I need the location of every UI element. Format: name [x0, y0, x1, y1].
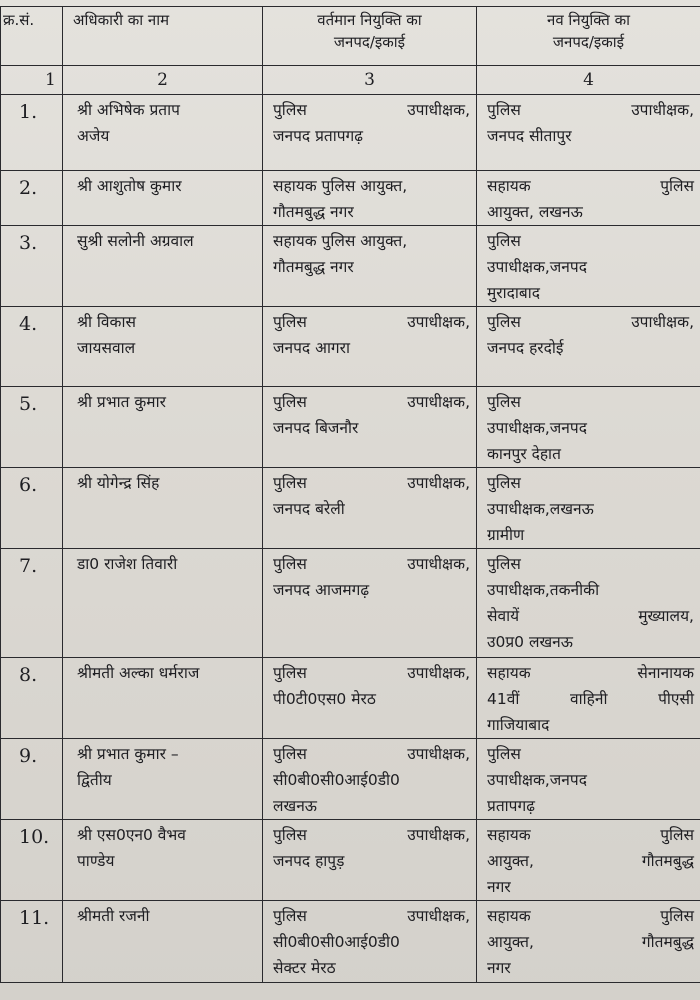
officer-name — [63, 387, 263, 468]
cell-text: पुलिस — [487, 745, 521, 763]
current-posting — [263, 226, 477, 307]
officer-name-line: श्री आशुतोष कुमार — [77, 177, 182, 195]
cell-text: गाजियाबाद — [487, 716, 550, 734]
cell-text: पुलिस — [660, 177, 694, 195]
table-header-row — [1, 7, 700, 66]
new-posting — [477, 468, 700, 549]
cell-text: उ0प्र0 लखनऊ — [487, 633, 573, 651]
current-posting — [263, 95, 477, 171]
cell-line — [273, 660, 470, 686]
cell-line — [487, 848, 694, 874]
cell-text: उपाधीक्षक,जनपद — [487, 419, 587, 437]
officer-name-line: पाण्डेय — [77, 852, 115, 870]
cell-line — [273, 793, 470, 819]
cell-line — [487, 603, 694, 629]
cell-text: उपाधीक्षक,तकनीकी — [487, 581, 600, 599]
new-posting — [477, 549, 700, 658]
officer-name — [63, 171, 263, 226]
cell-line — [487, 335, 694, 361]
cell-line — [273, 199, 470, 225]
cell-text: उपाधीक्षक, — [407, 664, 470, 682]
header-officer-name: अधिकारी का नाम — [63, 7, 263, 66]
serial-number: 2. — [1, 171, 63, 226]
officer-name — [63, 658, 263, 739]
cell-text: पी0टी0एस0 मेरठ — [273, 690, 376, 708]
cell-line — [273, 767, 470, 793]
table-row — [1, 549, 700, 658]
header-new-posting — [477, 7, 700, 66]
table-row — [1, 820, 700, 901]
column-number-row — [1, 66, 700, 95]
cell-line — [273, 848, 470, 874]
cell-text: जनपद बरेली — [273, 500, 345, 518]
cell-line — [487, 577, 694, 603]
officer-name — [63, 307, 263, 387]
cell-text: मुख्यालय, — [638, 607, 694, 625]
cell-line — [487, 793, 694, 819]
cell-line — [487, 712, 694, 738]
cell-text: सेनानायक — [637, 664, 694, 682]
current-posting — [263, 549, 477, 658]
officer-name-line: श्री प्रभात कुमार — [77, 393, 166, 411]
new-posting — [477, 307, 700, 387]
cell-text: मुरादाबाद — [487, 284, 540, 302]
officer-name-line: डा0 राजेश तिवारी — [77, 555, 178, 573]
current-posting — [263, 739, 477, 820]
cell-text: उपाधीक्षक, — [407, 101, 470, 119]
transfer-table — [0, 6, 700, 983]
cell-line — [487, 470, 694, 496]
cell-text: पुलिस — [487, 555, 521, 573]
cell-line — [273, 496, 470, 522]
officer-name — [63, 468, 263, 549]
cell-text: जनपद बिजनौर — [273, 419, 359, 437]
new-posting — [477, 95, 700, 171]
cell-text: वाहिनी — [569, 690, 608, 708]
serial-number: 8. — [1, 658, 63, 739]
cell-text: कानपुर देहात — [487, 445, 561, 463]
cell-text: गौतमबुद्ध — [641, 852, 694, 870]
cell-line — [487, 767, 694, 793]
serial-number: 11. — [1, 901, 63, 983]
cell-line — [487, 955, 694, 981]
cell-line — [487, 822, 694, 848]
cell-text: पुलिस — [487, 232, 521, 250]
serial-number: 10. — [1, 820, 63, 901]
cell-text: जनपद हापुड़ — [273, 852, 345, 870]
new-posting — [477, 901, 700, 983]
cell-text: सहायक — [487, 826, 531, 844]
header-current-line: वर्तमान नियुक्ति का — [317, 11, 422, 29]
cell-line — [273, 389, 470, 415]
cell-line — [487, 228, 694, 254]
cell-line — [273, 822, 470, 848]
cell-text: सेवायें — [487, 607, 520, 625]
cell-line — [487, 441, 694, 467]
column-number: 2 — [63, 66, 263, 95]
cell-text: जनपद आगरा — [273, 339, 350, 357]
serial-number: 3. — [1, 226, 63, 307]
cell-text: पुलिस — [273, 664, 307, 682]
cell-line — [487, 254, 694, 280]
cell-text: उपाधीक्षक, — [407, 826, 470, 844]
officer-name-line: श्री प्रभात कुमार – — [77, 745, 179, 763]
cell-text: जनपद प्रतापगढ़ — [273, 127, 363, 145]
cell-line — [273, 686, 470, 712]
cell-text: गौतमबुद्ध नगर — [273, 258, 354, 276]
cell-line — [273, 335, 470, 361]
table-row — [1, 658, 700, 739]
cell-text: पुलिस — [487, 313, 521, 331]
cell-text: 41वीं — [487, 690, 520, 708]
officer-name — [63, 820, 263, 901]
officer-name-line: श्रीमती अल्का धर्मराज — [77, 664, 200, 682]
cell-text: गौतमबुद्ध — [641, 933, 694, 951]
cell-text: उपाधीक्षक, — [631, 101, 694, 119]
current-posting — [263, 468, 477, 549]
cell-text: उपाधीक्षक,जनपद — [487, 258, 587, 276]
cell-text: पुलिस — [273, 474, 307, 492]
cell-line — [487, 496, 694, 522]
cell-text: पुलिस — [487, 393, 521, 411]
cell-line — [273, 577, 470, 603]
cell-line — [273, 741, 470, 767]
cell-text: पुलिस — [487, 101, 521, 119]
cell-line — [487, 874, 694, 900]
cell-text: पुलिस — [273, 745, 307, 763]
officer-name-line: श्री योगेन्द्र सिंह — [77, 474, 160, 492]
cell-text: जनपद सीतापुर — [487, 127, 572, 145]
cell-text: ग्रामीण — [487, 526, 525, 544]
cell-text: पुलिस — [273, 393, 307, 411]
cell-line — [487, 309, 694, 335]
header-current-posting — [263, 7, 477, 66]
cell-text: सी0बी0सी0आई0डी0 — [273, 771, 400, 789]
cell-text: नगर — [487, 959, 511, 977]
cell-line — [487, 903, 694, 929]
cell-line — [273, 254, 470, 280]
cell-text: सेक्टर मेरठ — [273, 959, 336, 977]
cell-text: पुलिस — [273, 907, 307, 925]
cell-text: उपाधीक्षक, — [407, 474, 470, 492]
cell-text: सहायक — [487, 907, 531, 925]
new-posting — [477, 658, 700, 739]
officer-name-line: श्री एस0एन0 वैभव — [77, 826, 186, 844]
cell-text: पुलिस — [273, 313, 307, 331]
cell-line — [273, 929, 470, 955]
officer-name-line: श्री अभिषेक प्रताप — [77, 101, 180, 119]
cell-text: सहायक पुलिस आयुक्त, — [273, 232, 408, 250]
cell-line — [487, 522, 694, 548]
table-row — [1, 901, 700, 983]
cell-line — [273, 228, 470, 254]
new-posting — [477, 820, 700, 901]
cell-text: नगर — [487, 878, 511, 896]
officer-name-line: अजेय — [77, 127, 110, 145]
cell-line — [487, 123, 694, 149]
cell-line — [487, 280, 694, 306]
cell-text: जनपद हरदोई — [487, 339, 564, 357]
cell-text: जनपद आजमगढ़ — [273, 581, 370, 599]
cell-text: आयुक्त, — [487, 933, 534, 951]
cell-text: आयुक्त, लखनऊ — [487, 203, 583, 221]
serial-number: 4. — [1, 307, 63, 387]
cell-line — [273, 470, 470, 496]
current-posting — [263, 820, 477, 901]
cell-line — [487, 199, 694, 225]
officer-name — [63, 739, 263, 820]
current-posting — [263, 658, 477, 739]
current-posting — [263, 901, 477, 983]
header-new-line: नव नियुक्ति का — [547, 11, 630, 29]
cell-line — [273, 415, 470, 441]
cell-line — [487, 551, 694, 577]
cell-text: गौतमबुद्ध नगर — [273, 203, 354, 221]
officer-name-line: श्री विकास — [77, 313, 136, 331]
officer-name-line: जायसवाल — [77, 339, 136, 357]
table-row — [1, 226, 700, 307]
cell-text: पीएसी — [658, 690, 694, 708]
cell-line — [273, 551, 470, 577]
table-row — [1, 387, 700, 468]
serial-number: 1. — [1, 95, 63, 171]
cell-text: सहायक — [487, 177, 531, 195]
header-serial-number: क्र.सं. — [1, 7, 63, 66]
cell-text: पुलिस — [273, 826, 307, 844]
current-posting — [263, 387, 477, 468]
table-row — [1, 468, 700, 549]
cell-line — [487, 173, 694, 199]
cell-line — [273, 955, 470, 981]
cell-text: आयुक्त, — [487, 852, 534, 870]
serial-number: 9. — [1, 739, 63, 820]
cell-line — [487, 415, 694, 441]
new-posting — [477, 171, 700, 226]
officer-name-line: सुश्री सलोनी अग्रवाल — [77, 232, 194, 250]
cell-line — [487, 929, 694, 955]
header-new-line: जनपद/इकाई — [552, 33, 625, 51]
cell-text: पुलिस — [273, 555, 307, 573]
cell-line — [487, 741, 694, 767]
current-posting — [263, 171, 477, 226]
cell-line — [273, 903, 470, 929]
cell-text: पुलिस — [487, 474, 521, 492]
cell-text: उपाधीक्षक, — [407, 555, 470, 573]
table-row — [1, 171, 700, 226]
officer-name — [63, 226, 263, 307]
cell-text: पुलिस — [660, 907, 694, 925]
cell-text: सी0बी0सी0आई0डी0 — [273, 933, 400, 951]
cell-text: सहायक पुलिस आयुक्त, — [273, 177, 408, 195]
new-posting — [477, 739, 700, 820]
new-posting — [477, 226, 700, 307]
table-row — [1, 95, 700, 171]
cell-text: सहायक — [487, 664, 531, 682]
cell-text: उपाधीक्षक,जनपद — [487, 771, 587, 789]
cell-line — [273, 309, 470, 335]
cell-text: उपाधीक्षक,लखनऊ — [487, 500, 594, 518]
officer-name — [63, 901, 263, 983]
column-number: 1 — [1, 66, 63, 95]
header-current-line: जनपद/इकाई — [333, 33, 406, 51]
cell-text: उपाधीक्षक, — [407, 313, 470, 331]
serial-number: 5. — [1, 387, 63, 468]
column-number: 4 — [477, 66, 700, 95]
cell-line — [487, 629, 694, 655]
cell-text: पुलिस — [273, 101, 307, 119]
cell-text: उपाधीक्षक, — [407, 907, 470, 925]
cell-line — [273, 173, 470, 199]
cell-line — [487, 389, 694, 415]
current-posting — [263, 307, 477, 387]
cell-text: पुलिस — [660, 826, 694, 844]
officer-name — [63, 95, 263, 171]
table-row — [1, 307, 700, 387]
serial-number: 6. — [1, 468, 63, 549]
table-row — [1, 739, 700, 820]
cell-text: उपाधीक्षक, — [407, 393, 470, 411]
officer-name-line: श्रीमती रजनी — [77, 907, 150, 925]
cell-line — [487, 686, 694, 712]
column-number: 3 — [263, 66, 477, 95]
cell-line — [273, 97, 470, 123]
cell-text: लखनऊ — [273, 797, 317, 815]
cell-line — [487, 97, 694, 123]
cell-line — [487, 660, 694, 686]
cell-text: उपाधीक्षक, — [631, 313, 694, 331]
new-posting — [477, 387, 700, 468]
officer-name — [63, 549, 263, 658]
serial-number: 7. — [1, 549, 63, 658]
cell-line — [273, 123, 470, 149]
officer-name-line: द्वितीय — [77, 771, 112, 789]
cell-text: प्रतापगढ़ — [487, 797, 535, 815]
cell-text: उपाधीक्षक, — [407, 745, 470, 763]
